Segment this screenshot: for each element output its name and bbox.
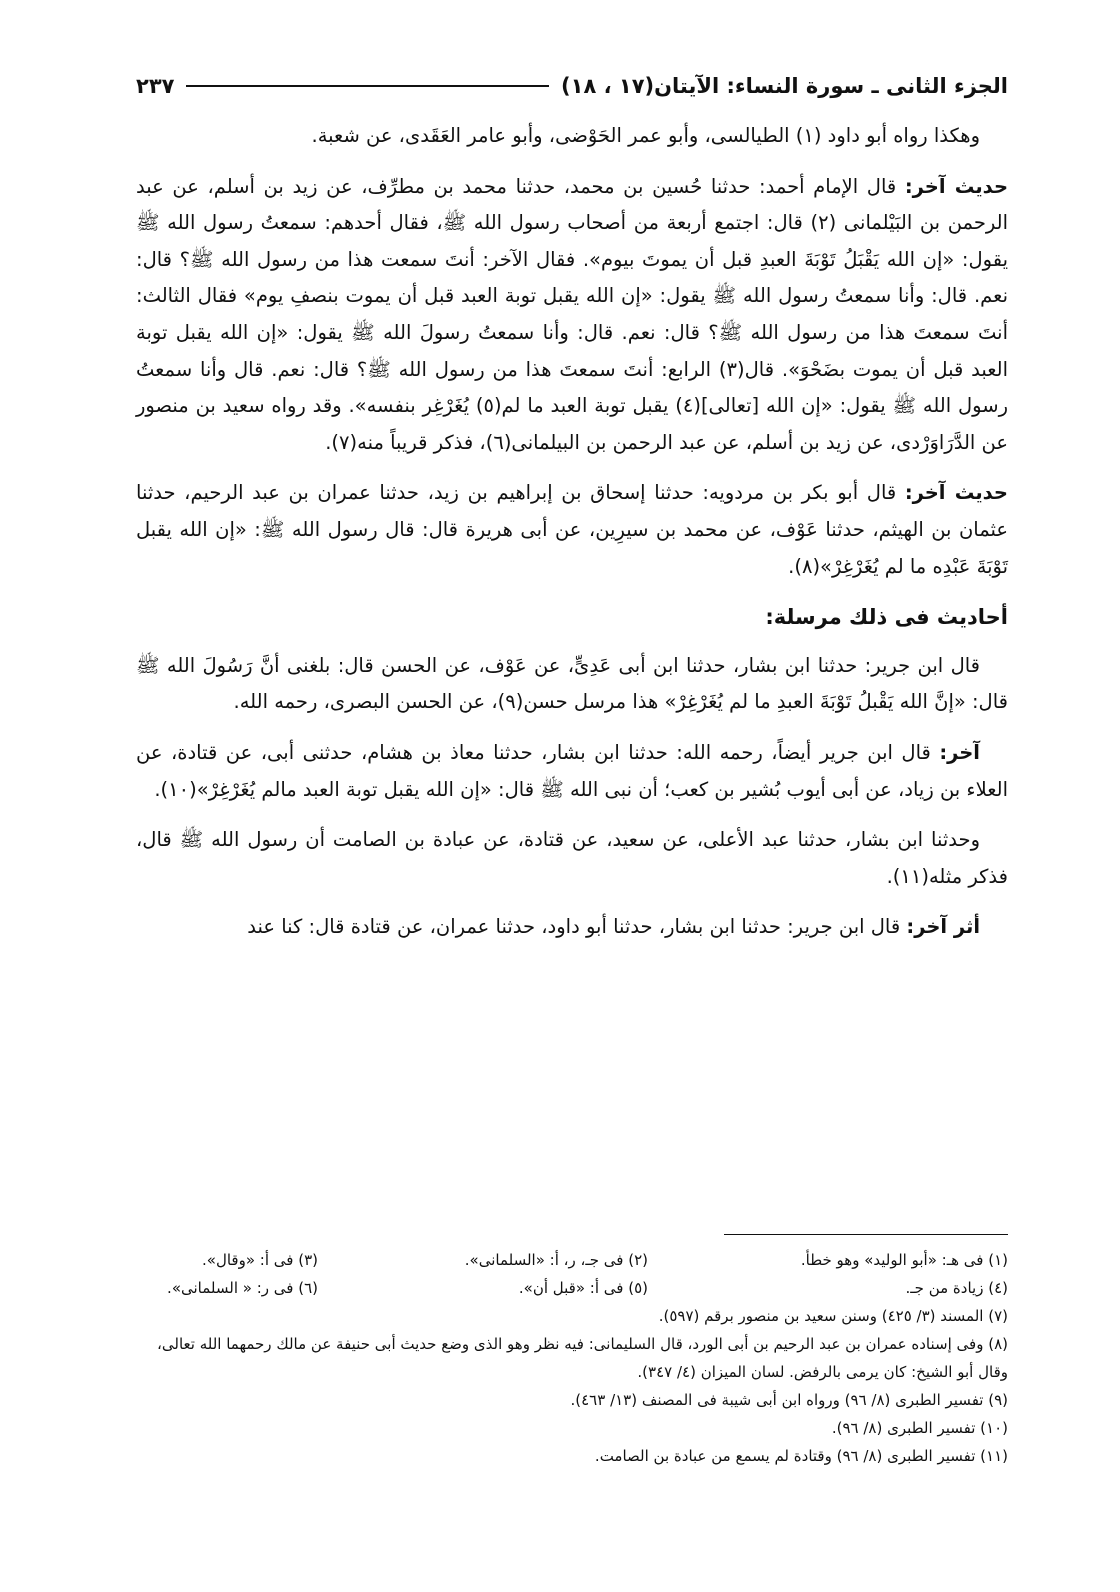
paragraph-text: قال الإمام أحمد: حدثنا حُسين بن محمد، حدثنا محمد بن مطرِّف، عن زيد بن أسلم، عن عبد الرحمن بن البَيْلمانى (٢) قال: اجتمع أربعة من أصحاب رسول الله ﷺ، فقال أحدهم: سمعتُ رسول الله ﷺ يقول: «إن الله يَقْبَلُ تَوْبَةَ العبدِ قبل أن يموتَ بيوم». فقال الآخر: أنتَ سمعت هذا من رسول الله ﷺ؟ قال: نعم. قال: وأنا سمعتُ رسول الله ﷺ يقول: «إن الله يقبل توبة العبد قبل أن يموت بنصفِ يوم» فقال الثالث: أنتَ سمعتَ هذا من رسول الله ﷺ؟ قال: نعم. قال: وأنا سمعتُ رسولَ الله ﷺ يقول: «إن الله يقبل توبة العبد قبل أن يموت بضَحْوَ». قال(٣) الرابع: أنتَ سمعتَ هذا من رسول الله ﷺ؟ قال: نعم. قال وأنا سمعتُ رسول الله ﷺ يقول: «إن الله [تعالى](٤) يقبل توبة العبد ما لم(٥) يُغَرْغِر بنفسه». وقد رواه سعيد بن منصور عن الدَّرَاوَرْدى، عن زيد بن أسلم، عن عبد الرحمن بن البيلمانى(٦)، فذكر قريباً منه(٧).: [136, 174, 1008, 454]
footnotes: [136, 1246, 1008, 1470]
paragraph: [136, 169, 1008, 462]
footnote-row: [136, 1274, 1008, 1302]
footnote: (٨) وفى إسناده عمران بن عبد الرحيم بن أبى الورد، قال السليمانى: فيه نظر وهو الذى وضع حديث أبى حنيفة عن مالك رحمهما الله تعالى، وقال أبو الشيخ: كان يرمى بالرفض. لسان الميزان (٤/ ٣٤٧).: [157, 1335, 1008, 1381]
footnote: (١) فى هـ: «أبو الوليد» وهو خطأ.: [800, 1251, 1008, 1269]
footnote: (١١) تفسير الطبرى (٨/ ٩٦) وقتادة لم يسمع من عبادة بن الصامت.: [594, 1447, 1008, 1465]
paragraph: [136, 822, 1008, 895]
footnote-separator: [724, 1234, 1008, 1235]
paragraph: [136, 735, 1008, 808]
paragraph: [136, 648, 1008, 721]
paragraph-text: وحدثنا ابن بشار، حدثنا عبد الأعلى، عن سعيد، عن قتادة، عن عبادة بن الصامت أن رسول الله ﷺ قال، فذكر مثله(١١).: [136, 828, 1008, 888]
footnote: (٤) زيادة من جـ.: [905, 1279, 1008, 1297]
footnote: (٦) فى ر: « السلمانى».: [167, 1279, 318, 1297]
footnote-row: [136, 1246, 1008, 1274]
footnote: (٩) تفسير الطبرى (٨/ ٩٦) ورواه ابن أبى شيبة فى المصنف (١٣/ ٤٦٣).: [570, 1391, 1008, 1409]
paragraph-text: قال ابن جرير أيضاً، رحمه الله: حدثنا ابن بشار، حدثنا معاذ بن هشام، حدثنى أبى، عن قتادة، عن العلاء بن زياد، عن أبى أيوب بُشير بن كعب؛ أن نبى الله ﷺ قال: «إن الله يقبل توبة العبد مالم يُغَرْغِرْ»(١٠).: [136, 740, 1008, 801]
section-heading: أحاديث فى ذلك مرسلة:: [765, 605, 1008, 630]
footnote: (٣) فى أ: «وقال».: [202, 1251, 318, 1269]
paragraph: [136, 475, 1008, 585]
paragraph-lead: آخر:: [939, 740, 980, 764]
paragraph: [136, 118, 1008, 155]
paragraph: [136, 909, 1008, 946]
paragraph-lead: أثر آخر:: [906, 915, 980, 939]
paragraph-text: قال ابن جرير: حدثنا ابن بشار، حدثنا ابن أبى عَدِىٍّ، عن عَوْف، عن الحسن قال: بلغنى أنَّ رَسُولَ الله ﷺ قال: «إنَّ الله يَقْبلُ تَوْبَةَ العبدِ ما لم يُغَرْغِرْ» هذا مرسل حسن(٩)، عن الحسن البصرى، رحمه الله.: [136, 653, 1008, 714]
main-text: [136, 118, 1008, 960]
paragraph-lead: حديث آخر:: [904, 481, 1008, 505]
paragraph-text: قال أبو بكر بن مردويه: حدثنا إسحاق بن إبراهيم بن زيد، حدثنا عمران بن عبد الرحيم، حدثنا عثمان بن الهيثم، حدثنا عَوْف، عن محمد بن سيرِين، عن أبى هريرة قال: قال رسول الله ﷺ: «إن الله يقبل تَوْبَةَ عَبْدِه ما لم يُغَرْغِرْ»(٨).: [136, 481, 1008, 578]
paragraph-text: قال ابن جرير: حدثنا ابن بشار، حدثنا أبو داود، حدثنا عمران، عن قتادة قال: كنا عند: [247, 915, 907, 939]
header-title: الجزء الثانى ـ سورة النساء: الآيتان(١٧ ، ١٨): [561, 74, 1008, 98]
footnote: (٥) فى أ: «قبل أن».: [518, 1279, 648, 1297]
paragraph-lead: حديث آخر:: [904, 174, 1008, 198]
paragraph-text: وهكذا رواه أبو داود (١) الطيالسى، وأبو عمر الحَوْضى، وأبو عامر العَقَدى، عن شعبة.: [311, 124, 980, 147]
running-header: [136, 66, 1008, 106]
page-number: ٢٣٧: [136, 74, 175, 98]
footnote: (١٠) تفسير الطبرى (٨/ ٩٦).: [831, 1419, 1008, 1437]
header-rule: [186, 85, 549, 87]
footnote: (٧) المسند (٣/ ٤٢٥) وسنن سعيد بن منصور برقم (٥٩٧).: [658, 1307, 1008, 1325]
footnote: (٢) فى جـ، ر، أ: «السلمانى».: [464, 1251, 648, 1269]
